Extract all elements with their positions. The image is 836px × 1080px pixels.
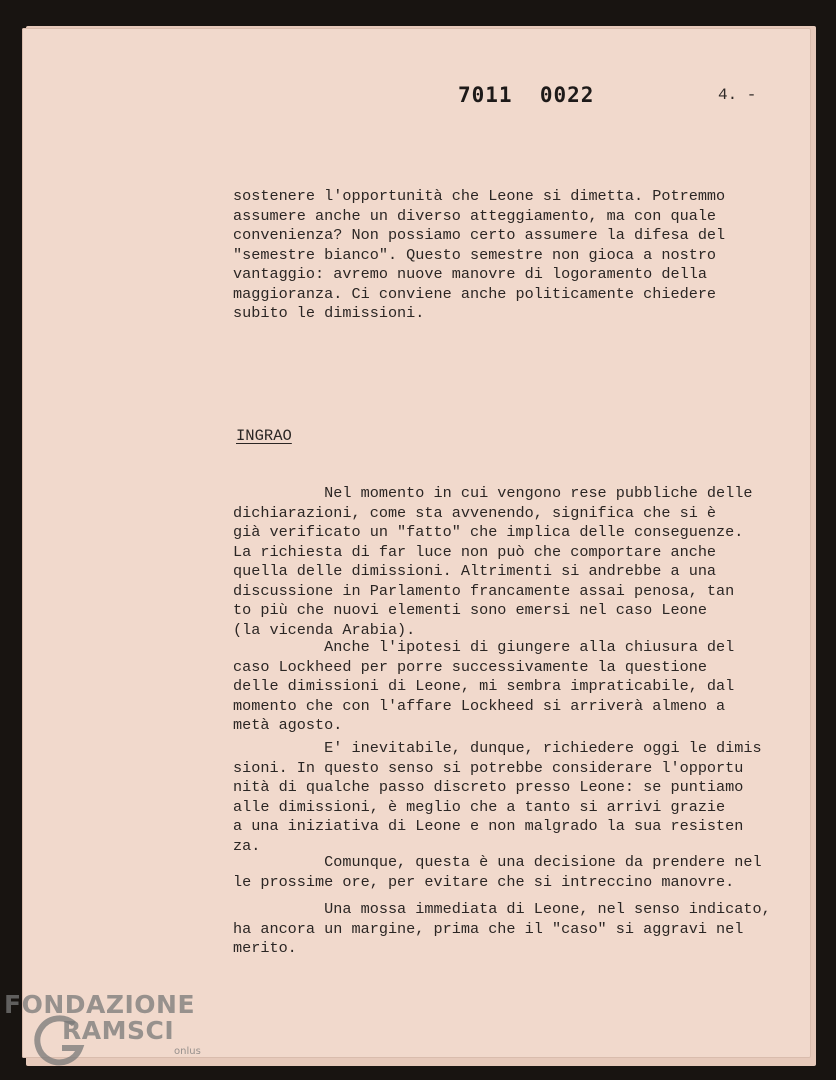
paragraph-3: Anche l'ipotesi di giungere alla chiusura del caso Lockheed per porre successivamente la questione delle dimissioni di Leone, mi sembra impraticabile, dal momento che con l'affare Lockheed si arriverà almeno a metà agosto. [233, 638, 735, 734]
page-number: 4. - [718, 86, 757, 104]
paragraph-2: Nel momento in cui vengono rese pubbliche delle dichiarazioni, come sta avvenendo, significa che si è già verificato un "fatto" che implica delle conseguenze. La richiesta di far luce non può che comportare anche quella delle dimissioni. Altrimenti si andrebbe a una discussione in Parlamento francamente assai penosa, tan to più che nuovi elementi sono emersi nel caso Leone (la vicenda Arabia). [233, 484, 753, 639]
fondazione-gramsci-watermark [4, 990, 214, 1070]
watermark-line-2: RAMSCI [62, 1016, 175, 1045]
paragraph-5: Comunque, questa è una decisione da prendere nel le prossime ore, per evitare che si intreccino manovre. [233, 853, 762, 891]
watermark-line-1: FONDAZIONE [4, 990, 196, 1019]
watermark-line-3: onlus [174, 1046, 201, 1057]
paragraph-6: Una mossa immediata di Leone, nel senso indicato, ha ancora un margine, prima che il "caso" si aggravi nel merito. [233, 900, 771, 957]
stamp-number: 7011 0022 [458, 83, 595, 107]
speaker-heading: INGRAO [236, 427, 292, 445]
paragraph-4: E' inevitabile, dunque, richiedere oggi le dimis sioni. In questo senso si potrebbe considerare l'opportu nità di qualche passo discreto presso Leone: se puntiamo alle dimissioni, è meglio che a tanto si arrivi grazie a una iniziativa di Leone e non malgrado la sua resisten za. [233, 739, 762, 855]
paragraph-1: sostenere l'opportunità che Leone si dimetta. Potremmo assumere anche un diverso atteggiamento, ma con quale convenienza? Non possiamo certo assumere la difesa del "semestre bianco". Questo semestre non gioca a nostro vantaggio: avremo nuove manovre di logoramento della maggioranza. Ci conviene anche politicamente chiedere subito le dimissioni. [233, 187, 726, 322]
